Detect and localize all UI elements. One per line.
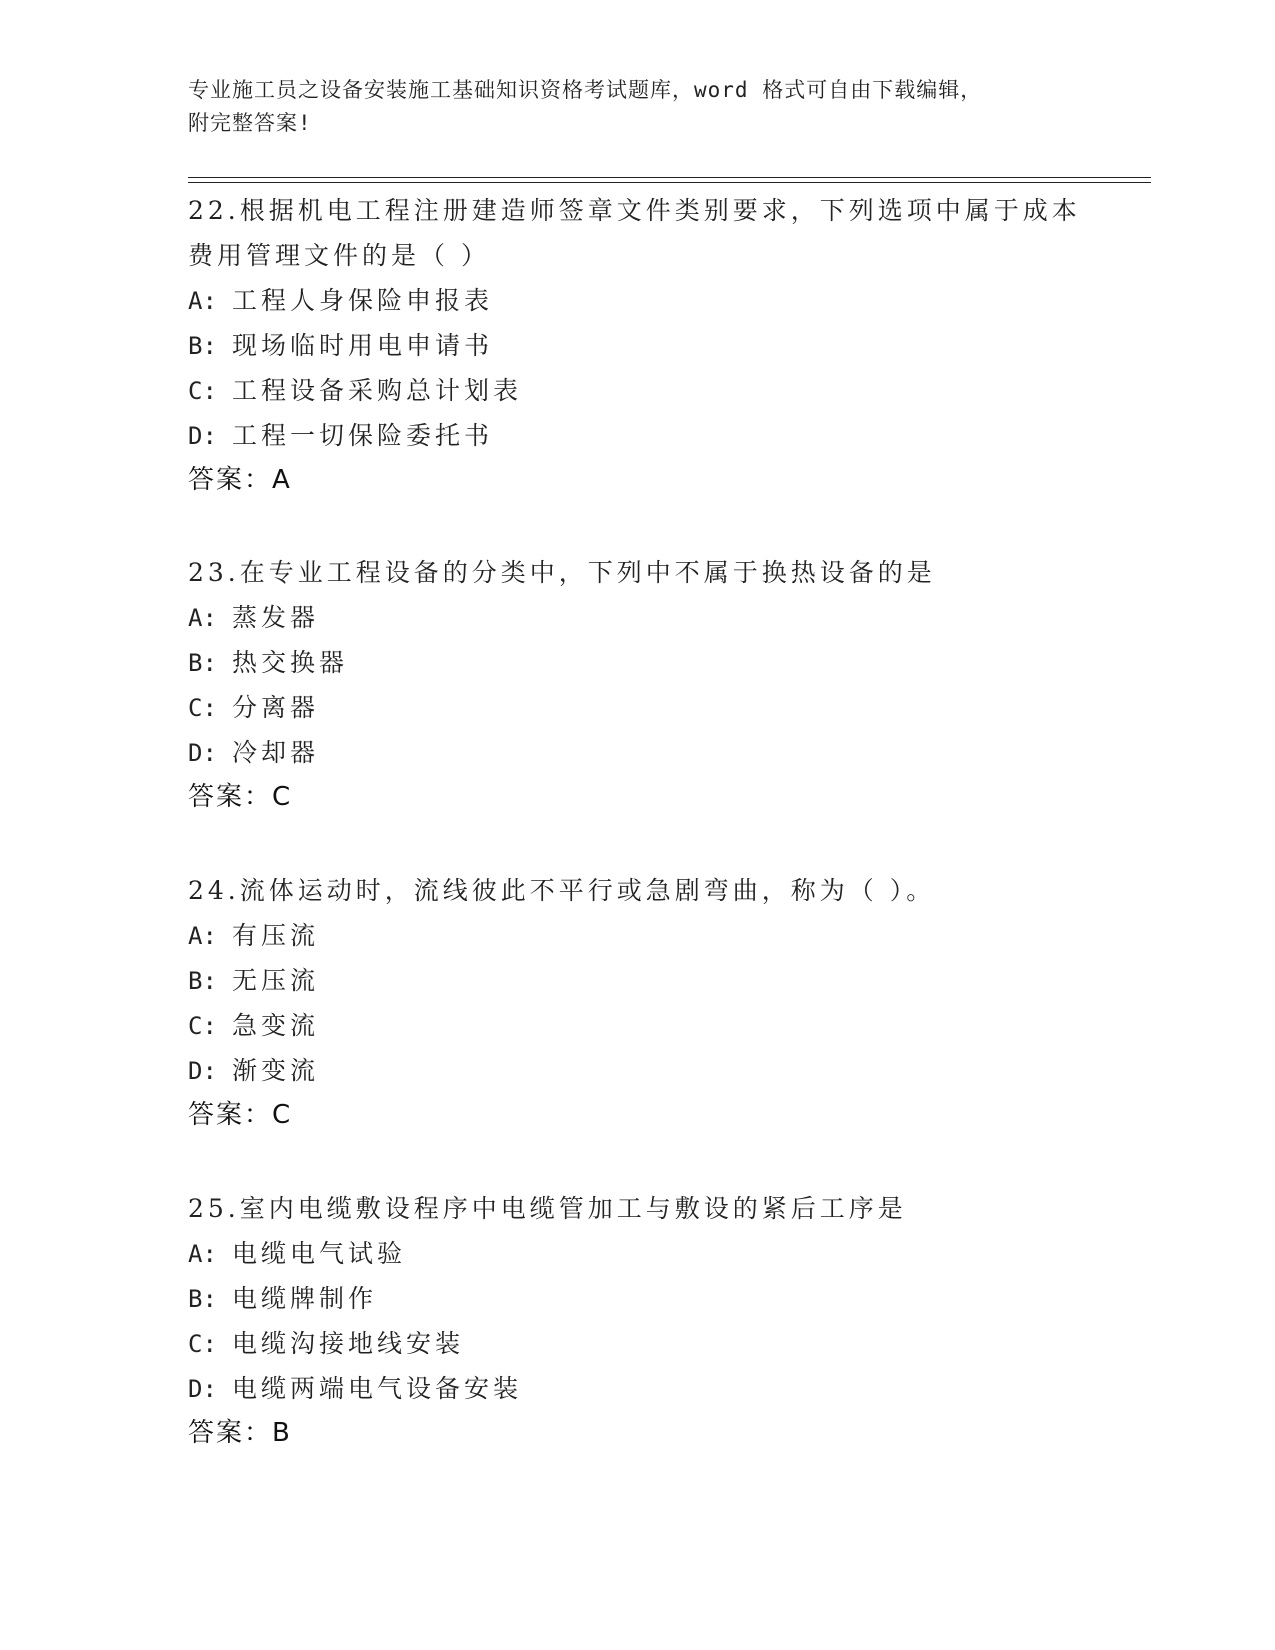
option-label: D: [188, 739, 217, 767]
option-a [188, 595, 1088, 640]
option-d [188, 1048, 1088, 1093]
option-text: 渐变流 [232, 1056, 320, 1085]
option-label: A: [188, 922, 217, 950]
option-label: C: [188, 694, 217, 722]
option-label: D: [188, 1057, 217, 1085]
option-text: 有压流 [232, 921, 320, 950]
option-b [188, 1276, 1088, 1321]
answer-line: 答案：A [188, 465, 292, 495]
option-label: C: [188, 377, 217, 405]
option-text: 现场临时用电申请书 [232, 331, 494, 360]
option-label: A: [188, 1240, 217, 1268]
option-text: 冷却器 [232, 738, 320, 767]
option-text: 热交换器 [232, 648, 349, 677]
option-label: B: [188, 332, 217, 360]
option-b [188, 958, 1088, 1003]
option-label: A: [188, 604, 217, 632]
option-b [188, 323, 1088, 368]
option-a [188, 1231, 1088, 1276]
option-label: C: [188, 1330, 217, 1358]
question-25 [188, 1186, 1088, 1456]
option-d [188, 1366, 1088, 1411]
option-b [188, 640, 1088, 685]
option-a [188, 278, 1088, 323]
question-23 [188, 550, 1088, 820]
option-text: 无压流 [232, 966, 320, 995]
option-text: 工程人身保险申报表 [232, 286, 494, 315]
answer-line: 答案：C [188, 1100, 293, 1130]
option-a [188, 913, 1088, 958]
option-text: 急变流 [232, 1011, 320, 1040]
question-stem: 23.在专业工程设备的分类中，下列中不属于换热设备的是 [188, 558, 936, 587]
option-c [188, 685, 1088, 730]
answer-line: 答案：C [188, 782, 293, 812]
option-label: D: [188, 1375, 217, 1403]
option-text: 电缆电气试验 [232, 1239, 407, 1268]
option-c [188, 368, 1088, 413]
option-text: 分离器 [232, 693, 320, 722]
option-d [188, 730, 1088, 775]
option-text: 工程一切保险委托书 [232, 421, 494, 450]
document-header [188, 74, 1068, 140]
question-stem: 22.根据机电工程注册建造师签章文件类别要求，下列选项中属于成本 [188, 196, 1081, 225]
header-line-2: 附完整答案! [188, 111, 312, 135]
option-label: B: [188, 967, 217, 995]
option-text: 电缆两端电气设备安装 [232, 1374, 523, 1403]
question-stem: 25.室内电缆敷设程序中电缆管加工与敷设的紧后工序是 [188, 1194, 907, 1223]
answer-line: 答案：B [188, 1418, 292, 1448]
option-label: B: [188, 649, 217, 677]
option-text: 电缆沟接地线安装 [232, 1329, 465, 1358]
question-stem: 24.流体运动时，流线彼此不平行或急剧弯曲，称为（ ）。 [188, 876, 936, 905]
option-label: A: [188, 287, 217, 315]
header-line-1: 专业施工员之设备安装施工基础知识资格考试题库，word 格式可自由下载编辑， [188, 78, 983, 102]
option-c [188, 1003, 1088, 1048]
option-c [188, 1321, 1088, 1366]
option-label: C: [188, 1012, 217, 1040]
option-text: 工程设备采购总计划表 [232, 376, 523, 405]
option-label: D: [188, 422, 217, 450]
header-divider-top [188, 177, 1151, 178]
header-divider-bottom [188, 182, 1151, 183]
question-24 [188, 868, 1088, 1138]
option-text: 蒸发器 [232, 603, 320, 632]
question-stem-continued: 费用管理文件的是（ ） [188, 241, 490, 270]
question-22 [188, 188, 1088, 503]
option-text: 电缆牌制作 [232, 1284, 378, 1313]
option-d [188, 413, 1088, 458]
option-label: B: [188, 1285, 217, 1313]
